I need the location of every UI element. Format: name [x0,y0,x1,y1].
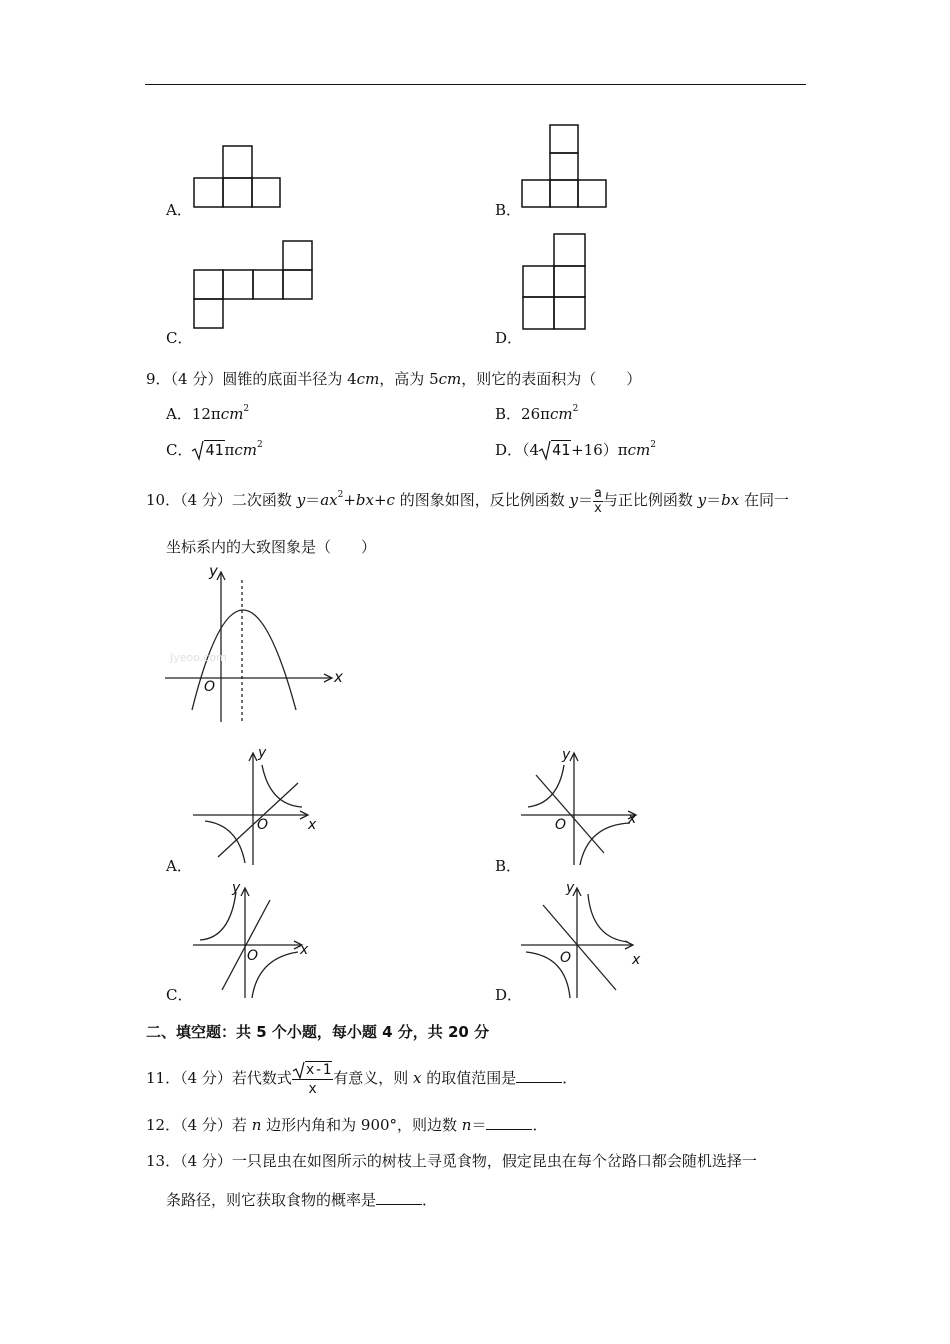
q9-stem-pre: 圆锥的底面半径为 4 [222,370,357,388]
q13-number: 13． [146,1152,181,1170]
q10-graph-x-label: x [334,668,343,686]
q10-text-8: ＝ [706,491,722,509]
q9-option-d-radicand: 41 [552,441,571,459]
q10-fraction [593,487,603,516]
q13-stem-line2 [166,1190,437,1210]
q9-option-a-label: A． [166,405,192,423]
q10-option-d-y-label: y [566,880,575,896]
q10-var-bx: bx [355,491,374,509]
q10-option-c-origin-label: O [247,948,259,964]
q9-stem-post: ，则它的表面积为（ ） [461,370,642,388]
q13-score: （4 分） [180,1152,232,1170]
q11-sqrt [293,1061,332,1079]
q13-line1-text: 一只昆虫在如图所示的树枝上寻觅食物，假定昆虫在每个岔路口都会随机选择一 [231,1152,757,1170]
q9-option-c-value: π [224,441,235,459]
q9-option-b-exp: 2 [572,404,579,414]
q9-option-c[interactable] [166,440,263,460]
q12-var-n: n [251,1116,262,1134]
q9-option-a-unit: cm [220,405,244,423]
q13-answer-blank[interactable] [376,1190,422,1205]
q8-option-b-figure [521,123,611,213]
q10-option-a-x-label: x [308,817,317,833]
q12-text-4: ． [532,1116,548,1134]
q11-text-3: 的取值范围是 [421,1069,517,1087]
q9-option-a[interactable] [166,404,249,424]
q10-stem-line2: 坐标系内的大致图象是（ ） [166,538,377,556]
q10-var-y1: y [296,491,306,509]
q11-score: （4 分） [180,1069,232,1087]
q9-option-a-value: 12π [191,405,221,423]
q9-option-c-exp: 2 [257,440,263,450]
q10-var-ax: ax [320,491,338,509]
q10-exp-2: 2 [337,490,344,500]
q8-option-d-label[interactable]: D． [495,329,523,347]
q9-option-b-label: B． [495,405,522,423]
q9-unit2: cm [438,370,462,388]
q9-score: （4 分） [170,370,223,388]
q9-stem-mid: ，高为 5 [379,370,439,388]
q8-option-a-figure [193,144,283,209]
q9-option-c-radicand: 41 [205,441,224,459]
q9-option-d-exp: 2 [650,440,657,450]
q12-text-3: ＝ [471,1116,487,1134]
q9-option-d-post: +16）π [571,441,628,459]
q8-option-d-figure [522,232,592,332]
q11-text-1: 若代数式 [231,1069,292,1087]
q11-stem [146,1058,577,1098]
q10-text-9: 在同一 [739,491,789,509]
q11-number: 11． [146,1069,181,1087]
q9-stem [146,369,641,389]
q9-option-d-sqrt [539,440,571,460]
q11-answer-blank[interactable] [516,1068,562,1083]
q9-option-c-sqrt [192,440,224,460]
q9-option-c-unit: cm [234,441,258,459]
q9-option-b-unit: cm [549,405,573,423]
q10-graph-watermark: Jyeoo.com [170,651,227,664]
q10-option-d-graph [518,880,658,1005]
q11-text-2: 有意义，则 [333,1069,413,1087]
q9-option-d-pre: （4 [522,441,540,459]
q10-option-b-graph [518,745,658,870]
q10-option-a-label[interactable]: A． [166,857,192,875]
q12-text-1: 若 [231,1116,252,1134]
q10-var-c: c [386,491,395,509]
q12-stem [146,1115,548,1135]
q9-option-d-label: D． [495,441,523,459]
q10-fraction-numerator: a [594,485,602,501]
q9-option-d[interactable] [495,440,656,460]
q10-score: （4 分） [180,491,232,509]
q8-option-a-label[interactable]: A． [166,201,192,219]
section-2-heading: 二、填空题：共 5 个小题，每小题 4 分，共 20 分 [146,1023,490,1041]
q13-line2-text: 条路径，则它获取食物的概率是 [166,1191,377,1209]
q10-graph-origin-label: O [204,679,216,695]
q10-option-b-y-label: y [562,747,571,763]
q13-text-end: ． [422,1191,438,1209]
q10-text-1: 二次函数 [231,491,297,509]
q10-graph-y-label: y [209,562,218,580]
q10-option-b-x-label: x [628,811,637,827]
q10-text-3: + [343,491,356,509]
q10-parabola-graph [160,560,350,730]
q8-option-c-label[interactable]: C． [166,329,193,347]
q10-text-2: ＝ [305,491,321,509]
q10-option-a-origin-label: O [257,817,269,833]
q12-answer-blank[interactable] [486,1115,532,1130]
q10-var-y2: y [569,491,578,509]
q9-option-d-unit: cm [627,441,651,459]
q8-option-c-figure [192,239,317,331]
q9-unit1: cm [356,370,380,388]
q11-fraction [292,1061,333,1098]
q10-var-y3: y [697,491,707,509]
q10-option-d-x-label: x [632,952,641,968]
q12-score: （4 分） [180,1116,232,1134]
header-rule [145,84,806,85]
q10-text-6: ＝ [577,491,593,509]
q9-option-a-exp: 2 [243,404,250,414]
q11-var-x: x [413,1069,422,1087]
q10-option-b-label[interactable]: B． [495,857,522,875]
q10-number: 10． [146,491,181,509]
q9-number: 9． [146,370,171,388]
q9-option-b-value: 26π [521,405,550,423]
q10-option-c-y-label: y [232,880,241,896]
q8-option-b-label[interactable]: B． [495,201,522,219]
q10-option-c-label[interactable]: C． [166,986,193,1004]
q10-option-d-label[interactable]: D． [495,986,523,1004]
q11-denominator: x [308,1080,317,1097]
q10-option-c-graph [190,880,330,1005]
q11-radicand: x-1 [305,1061,332,1078]
q10-option-a-y-label: y [258,745,267,761]
q9-option-b[interactable] [495,404,578,424]
q10-stem-line1 [146,486,789,516]
q12-number: 12． [146,1116,181,1134]
q10-text-5: 的图象如图，反比例函数 [394,491,570,509]
q10-fraction-denominator: x [594,500,602,516]
q12-text-2: 边形内角和为 900°，则边数 [261,1116,462,1134]
q9-option-c-label: C． [166,441,193,459]
q10-option-b-origin-label: O [555,817,567,833]
q11-text-4: ． [562,1069,578,1087]
q10-text-4: + [373,491,387,509]
q10-var-bx2: bx [721,491,740,509]
q12-var-n2: n [461,1116,472,1134]
q13-stem-line1 [146,1151,757,1171]
q10-option-d-origin-label: O [560,950,572,966]
q10-text-7: 与正比例函数 [602,491,698,509]
q10-option-a-graph [190,745,330,870]
q10-option-c-x-label: x [300,942,309,958]
